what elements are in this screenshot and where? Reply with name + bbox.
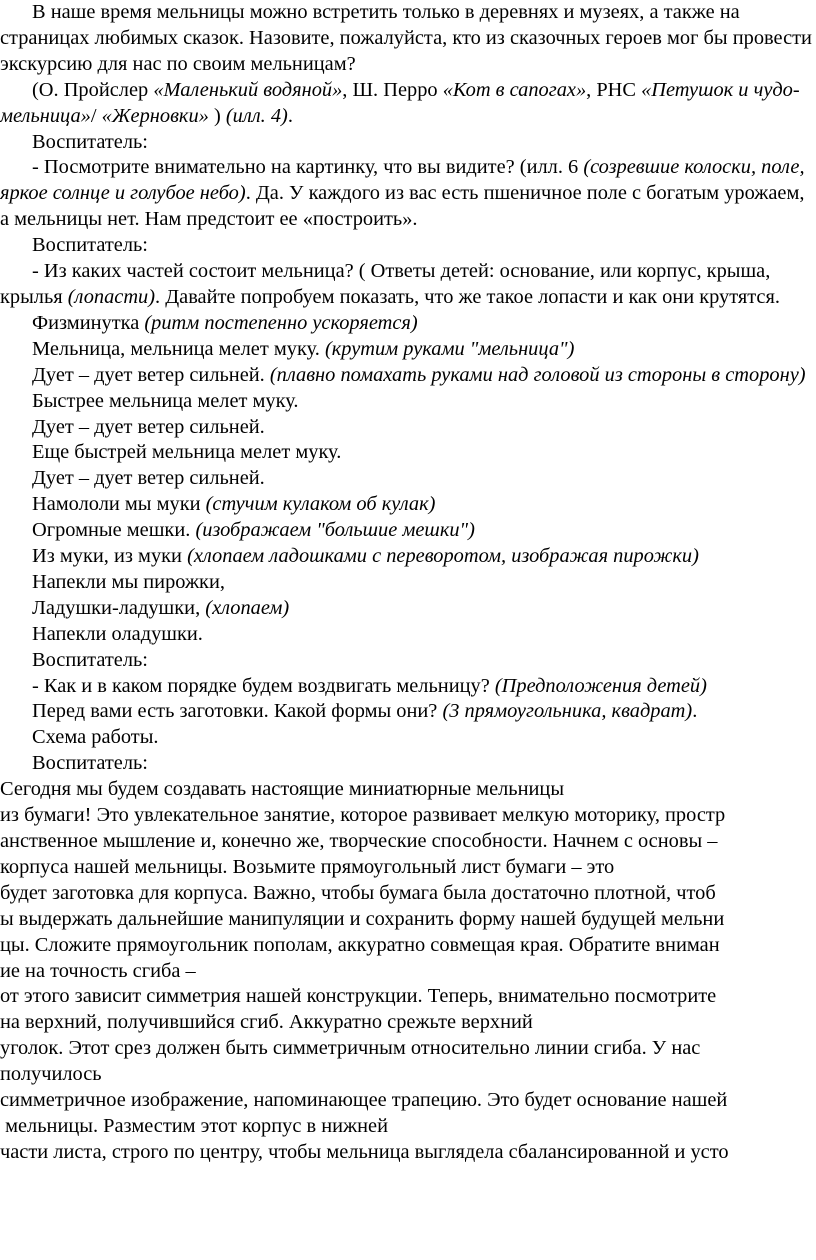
text-run: Физминутка — [32, 311, 145, 334]
instruction-line: уголок. Этот срез должен быть симметричным относительно линии сгиба. У нас — [0, 1037, 701, 1060]
italic-note: (созревшие колоски, поле, яркое солнце и голубое небо) — [0, 156, 805, 205]
italic-note: (3 прямоугольника, квадрат) — [442, 700, 693, 723]
verse-line — [0, 492, 816, 518]
italic-note: (плавно помахать руками над головой из стороны в сторону) — [269, 363, 806, 386]
text-run: Намололи мы муки — [32, 493, 206, 516]
physical-break-heading — [0, 311, 816, 337]
verse-line: Напекли оладушки. — [32, 622, 203, 645]
paragraph-intro: В наше время мельницы можно встретить только в деревнях и музеях, а также на страницах любимых сказок. Назовите, пожалуйста, кто из сказочных героев мог бы провести экскурсию для нас по своим мельницам? — [0, 1, 812, 75]
italic-title: «Жерновки» — [101, 104, 209, 127]
scheme-heading: Схема работы. — [32, 726, 159, 749]
text-run: . Давайте попробуем показать, что же такое лопасти и как они крутятся. — [155, 285, 780, 308]
instruction-line: части листа, строго по центру, чтобы мельница выглядела сбалансированной и усто — [0, 1140, 729, 1163]
text-run: Из муки, из муки — [32, 545, 188, 568]
verse-line — [0, 337, 816, 363]
instruction-line: корпуса нашей мельницы. Возьмите прямоугольный лист бумаги – это — [0, 855, 615, 878]
verse-line: Дует – дует ветер сильней. — [32, 467, 265, 490]
italic-note: (Предположения детей) — [494, 674, 707, 697]
verse-line — [0, 518, 816, 544]
instruction-line: Сегодня мы будем создавать настоящие миниатюрные мельницы — [0, 778, 565, 801]
paragraph-picture — [0, 155, 816, 233]
verse-line — [0, 363, 816, 389]
verse-line: Дует – дует ветер сильней. — [32, 415, 265, 438]
instruction-block — [0, 777, 816, 1166]
text-run: ) — [208, 104, 226, 127]
text-run: . — [287, 104, 293, 127]
paragraph-order — [0, 674, 816, 700]
verse-line — [0, 544, 816, 570]
text-run: Ладушки-ладушки, — [32, 596, 206, 619]
instruction-line: ие на точность сгиба – — [0, 959, 196, 982]
instruction-line: из бумаги! Это увлекательное занятие, которое развивает мелкую моторику, простр — [0, 804, 726, 827]
text-run: - Как и в каком порядке будем воздвигать мельницу? — [32, 674, 495, 697]
instruction-line: цы. Сложите прямоугольник пополам, аккуратно совмещая края. Обратите вниман — [0, 933, 720, 956]
text-run: . — [692, 700, 698, 723]
text-run: - Из каких частей состоит мельница? ( Ответы детей: основание, или корпус, крыша, крылья — [0, 260, 771, 308]
speaker-label: Воспитатель: — [32, 234, 148, 257]
text-run: Дует – дует ветер сильней. — [32, 363, 270, 386]
speaker-label: Воспитатель: — [32, 648, 148, 671]
verse-line: Напекли мы пирожки, — [32, 570, 225, 593]
instruction-line: получилось — [0, 1063, 102, 1086]
text-run: . Да. У каждого из вас есть пшеничное поле с богатым урожаем, а мельницы нет. Нам предстоит ее «построить». — [0, 182, 805, 231]
text-run: / — [90, 104, 102, 127]
text-run: Перед вами есть заготовки. Какой формы они? — [32, 700, 443, 723]
verse-line — [0, 596, 816, 622]
speaker-label: Воспитатель: — [32, 752, 148, 775]
verse-line: Еще быстрей мельница мелет муку. — [32, 441, 342, 464]
text-run: - Посмотрите внимательно на картинку, что вы видите? (илл. 6 — [32, 156, 584, 179]
instruction-line: от этого зависит симметрия нашей конструкции. Теперь, внимательно посмотрите — [0, 985, 717, 1008]
instruction-line: на верхний, получившийся сгиб. Аккуратно срежьте верхний — [0, 1011, 533, 1034]
italic-note: (хлопаем ладошками с переворотом, изображая пирожки) — [187, 545, 699, 568]
paragraph-fairy-tales — [0, 78, 816, 130]
instruction-line: мельницы. Разместим этот корпус в нижней — [0, 1114, 389, 1137]
italic-title: «Кот в сапогах» — [442, 78, 587, 101]
italic-illustration-ref: (илл. 4) — [225, 104, 288, 127]
instruction-line: анственное мышление и, конечно же, творческие способности. Начнем с основы – — [0, 830, 718, 852]
text-run: (О. Пройслер — [32, 78, 154, 101]
verse-line: Быстрее мельница мелет муку. — [32, 389, 299, 412]
paragraph-blanks — [0, 699, 816, 725]
italic-note: (крутим руками "мельница") — [324, 337, 575, 360]
instruction-line: ы выдержать дальнейшие манипуляции и сохранить форму нашей будущей мельни — [0, 907, 725, 930]
paragraph-parts — [0, 259, 816, 311]
text-run: Мельница, мельница мелет муку. — [32, 337, 325, 360]
italic-note: (хлопаем) — [205, 596, 290, 619]
italic-note: (ритм постепенно ускоряется) — [144, 311, 418, 334]
speaker-label: Воспитатель: — [32, 130, 148, 153]
instruction-line: симметричное изображение, напоминающее трапецию. Это будет основание нашей — [0, 1089, 728, 1112]
italic-title: «Маленький водяной» — [153, 78, 343, 101]
italic-note: (стучим кулаком об кулак) — [205, 493, 436, 516]
italic-note: (лопасти) — [67, 285, 156, 308]
text-run: , Ш. Перро — [342, 78, 443, 101]
text-run: , РНС — [586, 78, 642, 101]
italic-note: (изображаем "большие мешки") — [195, 519, 475, 542]
italic-title: «Петушок и чудо-мельница» — [0, 78, 800, 127]
text-run: Огромные мешки. — [32, 519, 196, 542]
instruction-line: будет заготовка для корпуса. Важно, чтобы бумага была достаточно плотной, чтоб — [0, 881, 716, 904]
